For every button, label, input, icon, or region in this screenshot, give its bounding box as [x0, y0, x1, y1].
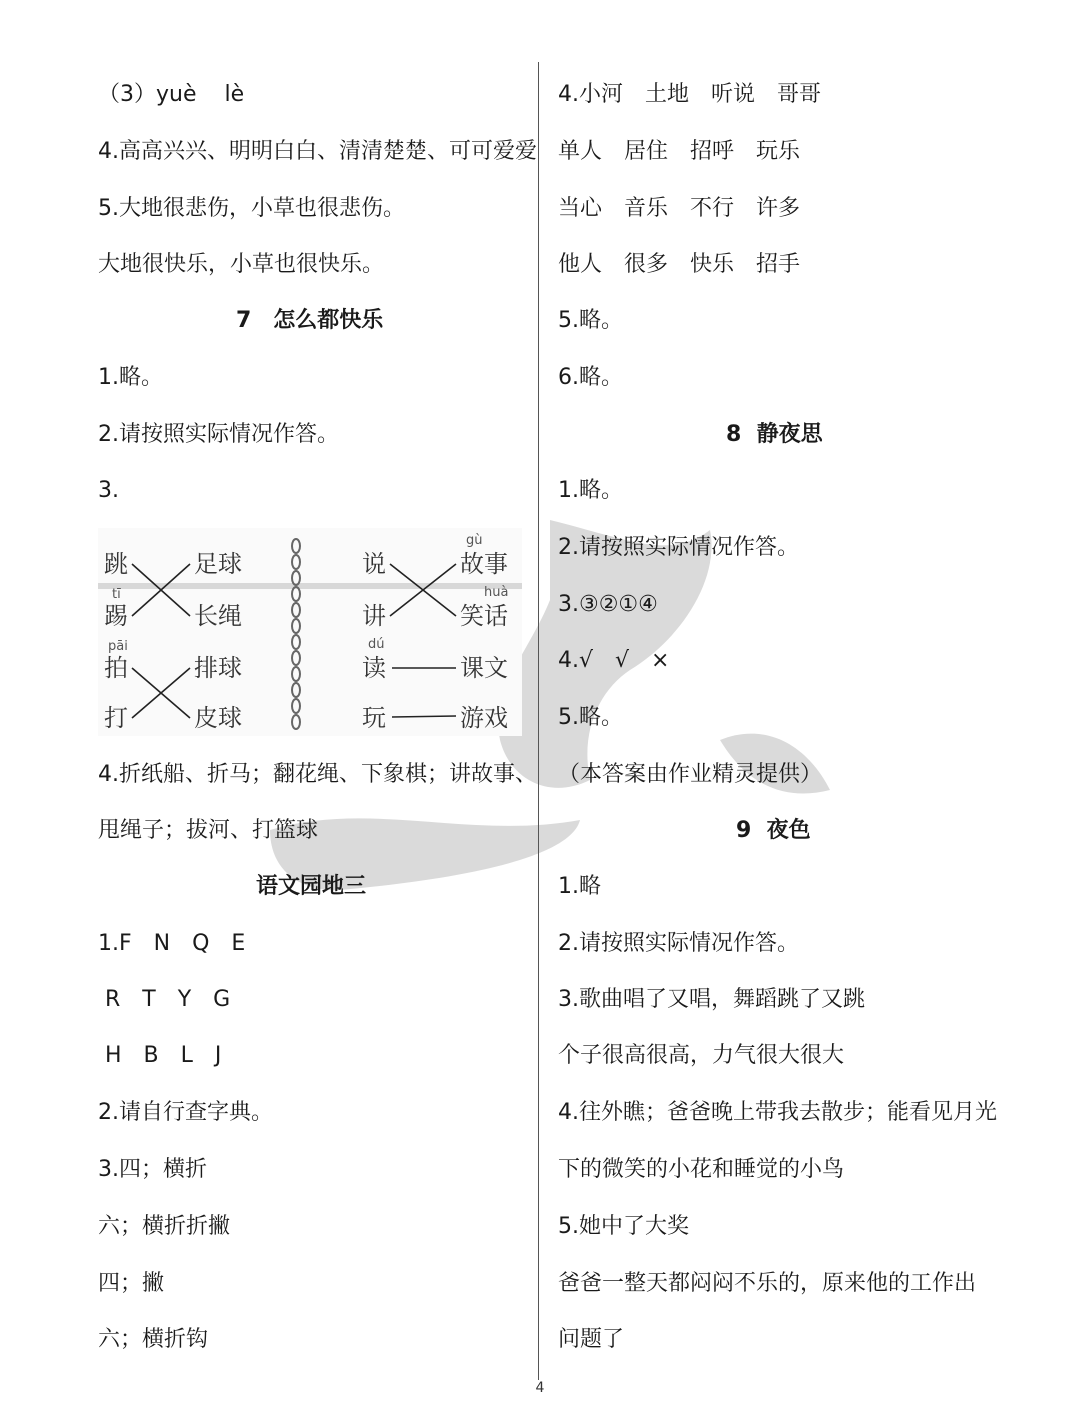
answer-line: 甩绳子；拔河、打篮球	[98, 818, 319, 843]
answer-line: 4.往外瞧；爸爸晚上带我去散步；能看见月光	[558, 1100, 997, 1125]
answer-line: 2.请自行查字典。	[98, 1100, 273, 1125]
pinyin: pāi	[108, 639, 128, 654]
answer-line: 1.F N Q E	[98, 931, 246, 956]
answer-line: 4.高高兴兴、明明白白、清清楚楚、可可爱爱	[98, 139, 537, 164]
answer-line: 3.歌曲唱了又唱，舞蹈跳了又跳	[558, 987, 865, 1012]
match-word: 排球	[194, 654, 242, 682]
answer-line: 当心 音乐 不行 许多	[558, 196, 801, 221]
match-word: 故事	[460, 550, 508, 578]
answer-line: 大地很快乐，小草也很快乐。	[98, 252, 385, 277]
answer-line: 6.略。	[558, 365, 623, 390]
answer-line: 4.折纸船、折马；翻花绳、下象棋；讲故事、	[98, 762, 537, 787]
lesson-heading: 7 怎么都快乐	[236, 308, 384, 333]
section-heading: 语文园地三	[256, 874, 367, 899]
answer-line: 1.略。	[98, 365, 163, 390]
lesson-heading: 9 夜色	[736, 818, 811, 843]
match-word: 玩	[362, 704, 386, 732]
answer-line: 六；横折钩	[98, 1327, 209, 1352]
lesson-heading: 8 静夜思	[726, 422, 823, 447]
match-word: 皮球	[194, 704, 242, 732]
answer-line: 4.√ √ ×	[558, 648, 670, 673]
answer-line: 下的微笑的小花和睡觉的小鸟	[558, 1157, 845, 1182]
pinyin: huà	[484, 585, 509, 600]
answer-line: 1.略。	[558, 478, 623, 503]
answer-line: 2.请按照实际情况作答。	[558, 535, 799, 560]
match-word: 拍	[104, 654, 128, 682]
match-line	[392, 716, 456, 717]
answer-line: H B L J	[98, 1043, 222, 1068]
answer-line: R T Y G	[98, 987, 231, 1012]
answer-line: 5.大地很悲伤，小草也很悲伤。	[98, 196, 405, 221]
pinyin: tī	[112, 587, 121, 602]
pinyin: gù	[466, 533, 483, 548]
answer-line: 2.请按照实际情况作答。	[558, 931, 799, 956]
match-word: 打	[104, 704, 128, 732]
provider-note: （本答案由作业精灵提供）	[558, 762, 823, 787]
match-word: 足球	[194, 550, 242, 578]
answer-line: 3.	[98, 478, 119, 503]
answer-line: 3.③②①④	[558, 592, 658, 617]
match-word: 游戏	[460, 704, 508, 732]
answer-line: 5.她中了大奖	[558, 1214, 689, 1239]
match-word: 读	[362, 654, 386, 682]
match-word: 笑话	[460, 602, 508, 630]
answer-line: 四；撇	[98, 1271, 165, 1296]
answer-line: 2.请按照实际情况作答。	[98, 422, 339, 447]
answer-line: 单人 居住 招呼 玩乐	[558, 139, 801, 164]
answer-line: 爸爸一整天都闷闷不乐的，原来他的工作出	[558, 1271, 977, 1296]
matching-exercise-figure	[98, 528, 522, 736]
match-word: 长绳	[194, 602, 242, 630]
answer-line: 3.四；横折	[98, 1157, 207, 1182]
pinyin: dú	[368, 637, 385, 652]
answer-line: 他人 很多 快乐 招手	[558, 252, 801, 277]
answer-line: （3）yuè lè	[98, 82, 245, 107]
match-word: 跳	[104, 550, 128, 578]
answer-line: 个子很高很高，力气很大很大	[558, 1043, 845, 1068]
match-word: 课文	[460, 654, 508, 682]
page-number: 4	[535, 1380, 545, 1396]
match-word: 说	[362, 550, 386, 578]
answer-line: 六；横折折撇	[98, 1214, 231, 1239]
answer-line: 4.小河 土地 听说 哥哥	[558, 82, 821, 107]
answer-line: 5.略。	[558, 705, 623, 730]
answer-line: 问题了	[558, 1327, 625, 1352]
answer-line: 5.略。	[558, 308, 623, 333]
column-divider	[538, 62, 539, 1380]
match-word: 讲	[362, 602, 386, 630]
answer-line: 1.略	[558, 874, 601, 899]
match-word: 踢	[104, 602, 128, 630]
